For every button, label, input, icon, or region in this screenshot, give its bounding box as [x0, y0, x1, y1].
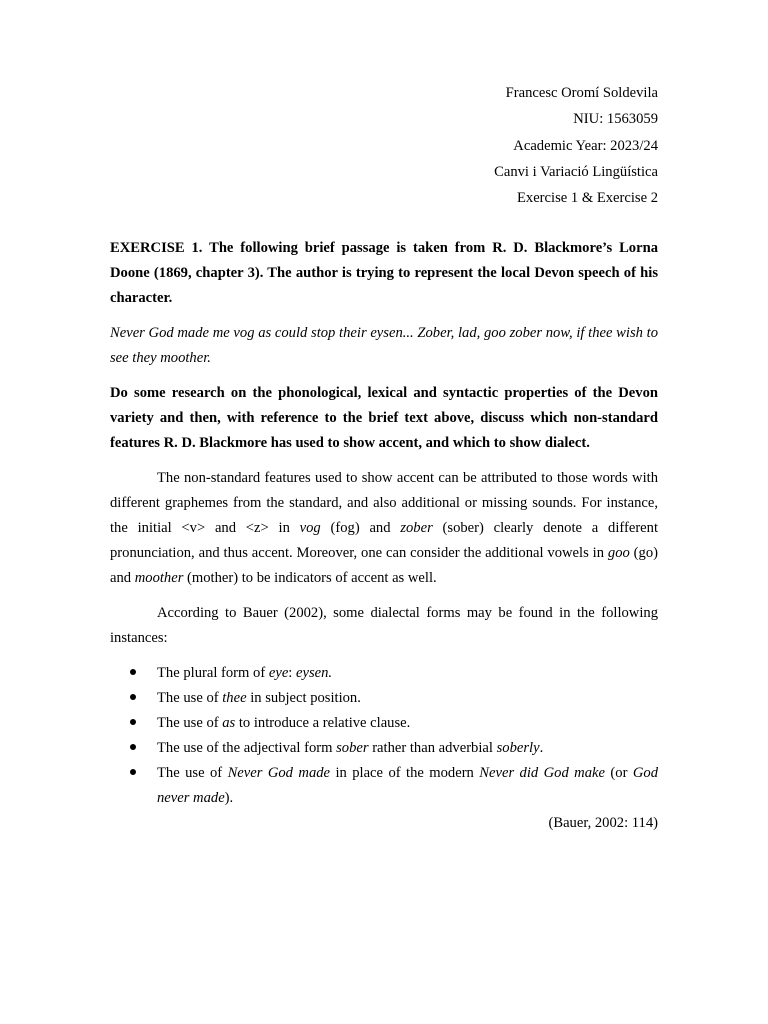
- bullet-icon: [130, 669, 136, 675]
- bullet-icon: [130, 719, 136, 725]
- list-item: [110, 761, 658, 811]
- text-run: (fog) and: [320, 520, 401, 537]
- exercise-prompt: EXERCISE 1. The following brief passage is taken from R. D. Blackmore’s Lorna Doone (1869, chapter 3). The author is trying to represent the local Devon speech of his character.: [110, 240, 658, 307]
- text-run: to introduce a relative clause.: [235, 715, 411, 732]
- course-name: Canvi i Variació Lingüística: [494, 163, 658, 180]
- answer-paragraph-dialect: According to Bauer (2002), some dialectal forms may be found in the following instances:: [110, 605, 658, 647]
- example-word: goo: [607, 545, 630, 562]
- citation: (Bauer, 2002: 114): [548, 815, 658, 832]
- example-word: moother: [134, 570, 184, 587]
- text-run: (or: [604, 765, 633, 782]
- academic-year: Academic Year: 2023/24: [513, 137, 658, 154]
- example-word: zober: [400, 520, 433, 537]
- example-word: eye: [268, 665, 289, 682]
- example-word: Never God made: [227, 765, 331, 782]
- spacer: [110, 211, 658, 236]
- example-word: Never did God make: [479, 765, 605, 782]
- text-run: .: [539, 740, 544, 757]
- text-run: The use of the adjectival form: [157, 740, 337, 757]
- text-run: (go) and: [110, 545, 658, 587]
- document-page: [110, 80, 658, 836]
- bullet-icon: [130, 744, 136, 750]
- text-run: The plural form of: [157, 665, 269, 682]
- text-run: :: [288, 665, 296, 682]
- bullet-icon: [130, 769, 136, 775]
- author-header: [110, 80, 658, 211]
- text-run: ).: [224, 790, 234, 807]
- text-run: in place of the modern: [330, 765, 480, 782]
- text-run: in subject position.: [246, 690, 361, 707]
- exercise-question: Do some research on the phonological, lexical and syntactic properties of the Devon variety and then, with reference to the brief text above, discuss which non-standard features R. D. Blackmore has used to show accent, and which to show dialect.: [110, 385, 658, 452]
- text-run: (sober) clearly denote a different pronunciation, and thus accent. Moreover, one can consider the additional vowels in: [110, 520, 659, 562]
- text-run: The use of: [157, 690, 223, 707]
- text-run: The use of: [157, 765, 228, 782]
- example-word: sober: [336, 740, 369, 757]
- list-item: [110, 661, 658, 686]
- text-run: The non-standard features used to show accent can be attributed to those words with different graphemes from the standard, and also additional or missing sounds. For instance, the initial <v> and <z> in: [110, 470, 658, 537]
- bullet-icon: [130, 694, 136, 700]
- example-word: as: [222, 715, 236, 732]
- example-word: vog: [299, 520, 321, 537]
- text-run: (mother) to be indicators of accent as well.: [183, 570, 437, 587]
- dialect-quote: Never God made me vog as could stop their eysen... Zober, lad, goo zober now, if thee wish to see they moother.: [110, 325, 658, 367]
- example-word: God never made: [157, 765, 658, 807]
- student-id: NIU: 1563059: [573, 111, 658, 128]
- example-word: thee: [222, 690, 247, 707]
- text-run: rather than adverbial: [368, 740, 497, 757]
- list-item: [110, 686, 658, 711]
- example-word: eysen.: [296, 665, 333, 682]
- text-run: The use of: [157, 715, 223, 732]
- answer-paragraph-accent: [110, 466, 658, 591]
- assignment-title: Exercise 1 & Exercise 2: [516, 190, 658, 207]
- author-name: Francesc Oromí Soldevila: [505, 85, 658, 101]
- dialect-features-list: [110, 661, 658, 811]
- example-word: soberly: [496, 740, 540, 757]
- list-item: [110, 711, 658, 736]
- list-item: [110, 736, 658, 761]
